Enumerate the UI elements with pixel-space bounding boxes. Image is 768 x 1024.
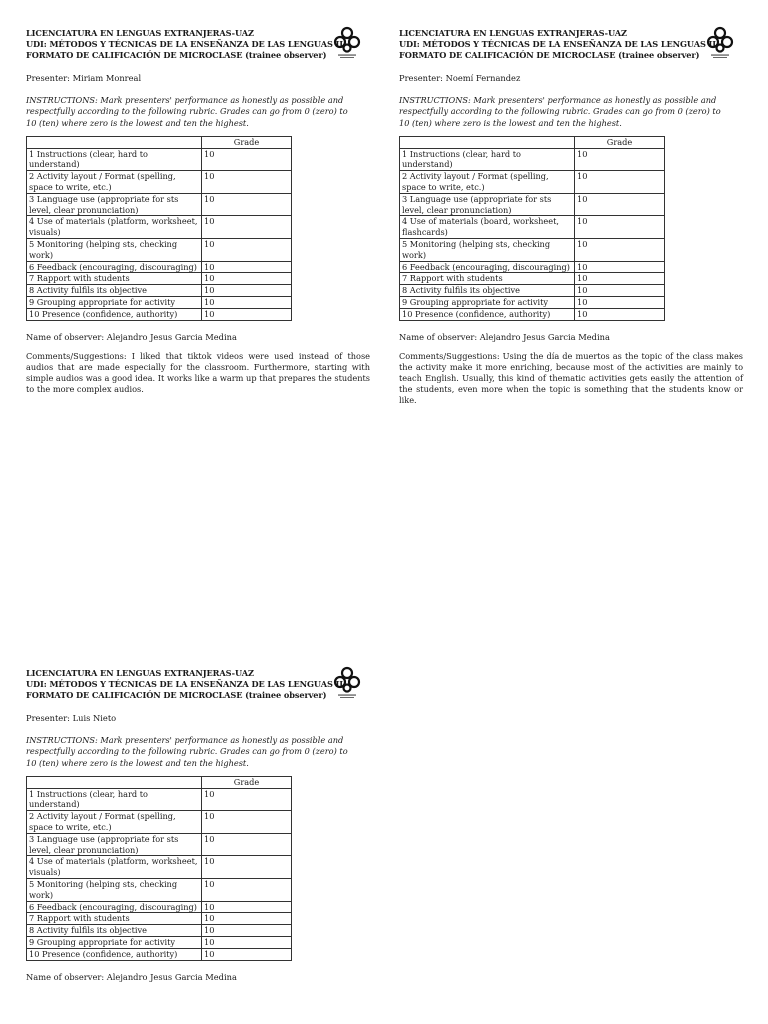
table-row (400, 273, 665, 285)
observer-name: Name of observer: Alejandro Jesus Garcia Medina (26, 331, 237, 342)
presenter-name: Presenter: Noemí Fernandez (399, 73, 521, 83)
criterion-cell: 7 Rapport with students (400, 273, 575, 285)
presenter-name: Presenter: Luis Nieto (26, 713, 117, 723)
grade-cell: 10 (202, 948, 292, 960)
header-text (399, 28, 744, 61)
criterion-cell: 8 Activity fulfils its objective (400, 285, 575, 297)
grade-cell: 10 (202, 925, 292, 937)
grade-cell: 10 (575, 216, 665, 239)
grade-cell: 10 (202, 833, 292, 856)
grade-cell: 10 (202, 856, 292, 879)
grade-cell: 10 (202, 913, 292, 925)
grade-cell: 10 (202, 901, 292, 913)
criterion-cell: 1 Instructions (clear, hard to understand) (400, 148, 575, 171)
table-row (27, 901, 292, 913)
criterion-cell: 3 Language use (appropriate for sts level, clear pronunciation) (27, 833, 202, 856)
grade-cell: 10 (202, 788, 292, 811)
grade-cell: 10 (202, 216, 292, 239)
criterion-cell: 10 Presence (confidence, authority) (400, 308, 575, 320)
table-row (27, 148, 292, 171)
table-row (400, 261, 665, 273)
grade-cell: 10 (202, 193, 292, 216)
grade-cell: 10 (202, 285, 292, 297)
table-row (27, 937, 292, 949)
grade-cell: 10 (202, 811, 292, 834)
table-row (27, 811, 292, 834)
header-text (26, 668, 371, 701)
table-row (27, 833, 292, 856)
observer-name: Name of observer: Alejandro Jesus Garcia Medina (26, 971, 237, 982)
grade-cell: 10 (575, 308, 665, 320)
criterion-cell: 3 Language use (appropriate for sts level, clear pronunciation) (400, 193, 575, 216)
table-row (27, 948, 292, 960)
table-row (400, 285, 665, 297)
grade-cell: 10 (575, 297, 665, 309)
criterion-cell: 6 Feedback (encouraging, discouraging) (400, 261, 575, 273)
header-line-2: UDI: MÉTODOS Y TÉCNICAS DE LA ENSEÑANZA DE LAS LENGUAS II (399, 39, 716, 49)
table-row (27, 856, 292, 879)
criterion-cell: 5 Monitoring (helping sts, checking work) (400, 239, 575, 262)
grade-cell: 10 (202, 148, 292, 171)
criterion-cell: 1 Instructions (clear, hard to understand) (27, 148, 202, 171)
criterion-cell: 4 Use of materials (platform, worksheet, visuals) (27, 216, 202, 239)
header-line-3: FORMATO DE CALIFICACIÓN DE MICROCLASE (trainee observer) (26, 690, 327, 700)
criterion-cell: 3 Language use (appropriate for sts level, clear pronunciation) (27, 193, 202, 216)
table-row (27, 925, 292, 937)
grade-cell: 10 (575, 193, 665, 216)
grade-cell: 10 (202, 308, 292, 320)
grade-cell: 10 (202, 261, 292, 273)
university-logo-icon (332, 666, 362, 700)
rubric-header-row (400, 136, 665, 148)
criterion-cell: 7 Rapport with students (27, 913, 202, 925)
criterion-header (27, 776, 202, 788)
table-row (27, 297, 292, 309)
header-line-1: LICENCIATURA EN LENGUAS EXTRANJERAS-UAZ (399, 28, 627, 38)
criterion-cell: 6 Feedback (encouraging, discouraging) (27, 261, 202, 273)
grade-cell: 10 (575, 285, 665, 297)
form-header (399, 28, 744, 64)
criterion-cell: 8 Activity fulfils its objective (27, 285, 202, 297)
header-text (26, 28, 371, 61)
grade-header: Grade (575, 136, 665, 148)
grade-cell: 10 (202, 937, 292, 949)
criterion-cell: 9 Grouping appropriate for activity (400, 297, 575, 309)
rating-form-2 (399, 28, 744, 406)
criterion-cell: 2 Activity layout / Format (spelling, space to write, etc.) (27, 171, 202, 194)
header-line-3: FORMATO DE CALIFICACIÓN DE MICROCLASE (trainee observer) (26, 50, 327, 60)
table-row (27, 879, 292, 902)
comments-text: Comments/Suggestions: I liked that tiktok videos were used instead of those audios that are made especially for the classroom. Furthermore, starting with simple audios was a good idea. It works like a warm up that prepares the students to the more complex audios. (26, 350, 370, 394)
grade-cell: 10 (575, 261, 665, 273)
table-row (400, 216, 665, 239)
criterion-cell: 8 Activity fulfils its objective (27, 925, 202, 937)
comments-text: Comments/Suggestions: Using the día de muertos as the topic of the class makes the activity make it more enriching, because most of the activities are mainly to teach English. Usually, this kind of thematic activities gets easily the attention of the students, even more when the topic is something that the students know or like. (399, 350, 743, 405)
grade-cell: 10 (575, 239, 665, 262)
form-header (26, 28, 371, 64)
criterion-cell: 4 Use of materials (board, worksheet, flashcards) (400, 216, 575, 239)
table-row (27, 308, 292, 320)
grade-header: Grade (202, 776, 292, 788)
instructions-text: INSTRUCTIONS: Mark presenters' performance as honestly as possible and respectfully according to the following rubric. Grades can go from 0 (zero) to 10 (ten) where zero is the lowest and ten the highest. (399, 95, 721, 128)
table-row (27, 285, 292, 297)
criterion-cell: 5 Monitoring (helping sts, checking work) (27, 879, 202, 902)
instructions-text: INSTRUCTIONS: Mark presenters' performance as honestly as possible and respectfully according to the following rubric. Grades can go from 0 (zero) to 10 (ten) where zero is the lowest and ten the highest. (26, 735, 348, 768)
grade-cell: 10 (202, 273, 292, 285)
university-logo-icon (332, 26, 362, 60)
grade-header: Grade (202, 136, 292, 148)
presenter-name: Presenter: Miriam Monreal (26, 73, 142, 83)
header-line-1: LICENCIATURA EN LENGUAS EXTRANJERAS-UAZ (26, 668, 254, 678)
grade-cell: 10 (575, 171, 665, 194)
criterion-cell: 1 Instructions (clear, hard to understand) (27, 788, 202, 811)
header-line-2: UDI: MÉTODOS Y TÉCNICAS DE LA ENSEÑANZA DE LAS LENGUAS II (26, 679, 343, 689)
table-row (27, 216, 292, 239)
criterion-header (400, 136, 575, 148)
table-row (400, 193, 665, 216)
grade-cell: 10 (202, 239, 292, 262)
rating-form-1 (26, 28, 371, 395)
criterion-cell: 10 Presence (confidence, authority) (27, 948, 202, 960)
criterion-cell: 2 Activity layout / Format (spelling, space to write, etc.) (400, 171, 575, 194)
criterion-cell: 5 Monitoring (helping sts, checking work) (27, 239, 202, 262)
rubric-table (26, 776, 292, 961)
criterion-cell: 6 Feedback (encouraging, discouraging) (27, 901, 202, 913)
form-header (26, 668, 371, 704)
grade-cell: 10 (575, 273, 665, 285)
table-row (27, 193, 292, 216)
table-row (27, 261, 292, 273)
header-line-3: FORMATO DE CALIFICACIÓN DE MICROCLASE (trainee observer) (399, 50, 700, 60)
grade-cell: 10 (575, 148, 665, 171)
rubric-header-row (27, 136, 292, 148)
criterion-cell: 7 Rapport with students (27, 273, 202, 285)
grade-cell: 10 (202, 171, 292, 194)
table-row (400, 148, 665, 171)
criterion-header (27, 136, 202, 148)
criterion-cell: 4 Use of materials (platform, worksheet, visuals) (27, 856, 202, 879)
table-row (400, 239, 665, 262)
criterion-cell: 9 Grouping appropriate for activity (27, 937, 202, 949)
criterion-cell: 10 Presence (confidence, authority) (27, 308, 202, 320)
grade-cell: 10 (202, 879, 292, 902)
table-row (27, 788, 292, 811)
grade-cell: 10 (202, 297, 292, 309)
table-row (27, 239, 292, 262)
table-row (27, 913, 292, 925)
table-row (400, 171, 665, 194)
table-row (400, 297, 665, 309)
table-row (27, 171, 292, 194)
criterion-cell: 9 Grouping appropriate for activity (27, 297, 202, 309)
rubric-header-row (27, 776, 292, 788)
rating-form-3 (26, 668, 371, 991)
header-line-2: UDI: MÉTODOS Y TÉCNICAS DE LA ENSEÑANZA DE LAS LENGUAS II (26, 39, 343, 49)
table-row (400, 308, 665, 320)
header-line-1: LICENCIATURA EN LENGUAS EXTRANJERAS-UAZ (26, 28, 254, 38)
rubric-table (399, 136, 665, 321)
table-row (27, 273, 292, 285)
rubric-table (26, 136, 292, 321)
university-logo-icon (705, 26, 735, 60)
instructions-text: INSTRUCTIONS: Mark presenters' performance as honestly as possible and respectfully according to the following rubric. Grades can go from 0 (zero) to 10 (ten) where zero is the lowest and ten the highest. (26, 95, 348, 128)
criterion-cell: 2 Activity layout / Format (spelling, space to write, etc.) (27, 811, 202, 834)
observer-name: Name of observer: Alejandro Jesus Garcia Medina (399, 331, 610, 342)
